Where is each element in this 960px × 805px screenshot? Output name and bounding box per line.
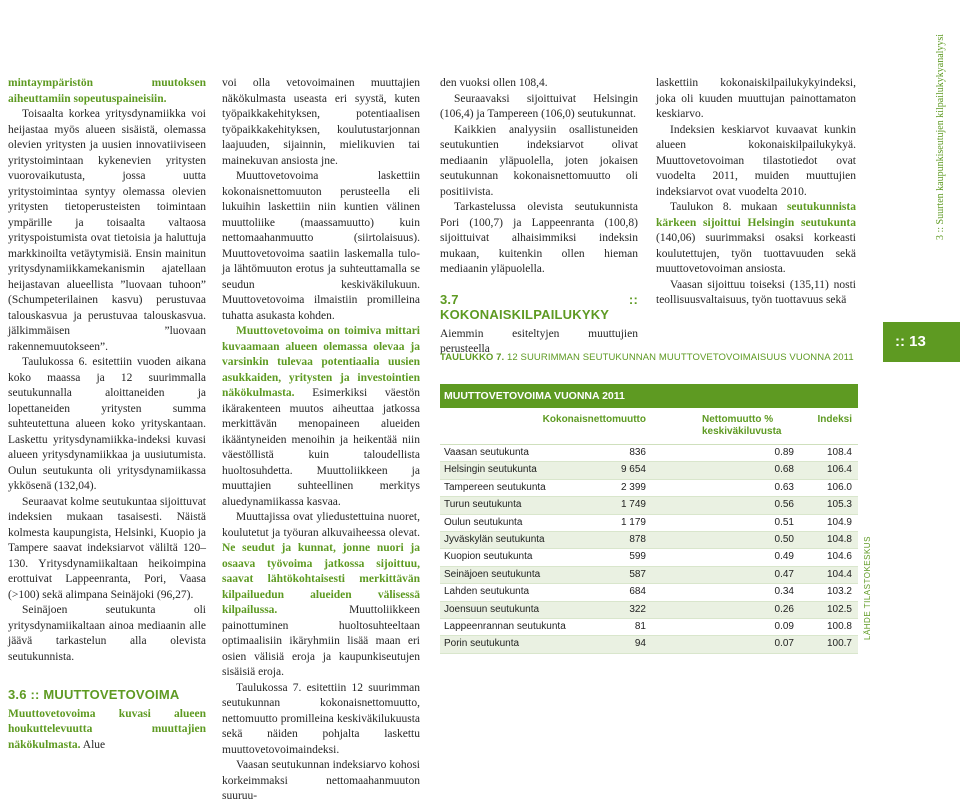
paragraph: Aiemmin esiteltyjen muuttujien perusteella (440, 327, 638, 355)
table-header: MUUTTOVETOVOIMA VUONNA 2011 (440, 384, 858, 408)
table-cell-value: 0.50 (774, 533, 794, 545)
column-header: Indeksi (817, 414, 852, 425)
paragraph-tail: (140,06) suurimmaksi osaksi korkeasti koulutettujen, työn tuottavuuden sekä muuttovetovoiman ansiosta. (656, 232, 856, 275)
table-cell-region: Lappeenrannan seutukunta (444, 620, 566, 632)
table-cell-region: Helsingin seutukunta (444, 464, 537, 476)
column-header: Nettomuutto % keskiväkiluvusta (702, 414, 782, 437)
table-cell-region: Seinäjoen seutukunta (444, 568, 541, 580)
section-heading: 3.6 :: MUUTTOVETOVOIMA (8, 687, 180, 702)
table-body (440, 445, 858, 654)
table-caption (440, 352, 854, 363)
paragraph: Taulukossa 6. esitettiin vuoden aikana koko maassa ja 12 suurimmalla seutukunnalla aloittaneiden ja lopettaneiden yritysten summa suhteutettuna alueen koko yrityskantaan. Laskettu yritysdynamiikka-indeksi kuvasi alueen yritysdynamiikkaa ja uusiutumista. Oulun seutukunta oli yritysdynamiikassa ykkösenä (132,04). (8, 356, 206, 492)
table-cell-value: 104.6 (826, 551, 852, 563)
table-cell-value: 103.2 (826, 586, 852, 598)
paragraph-head: Taulukon 8. mukaan (670, 201, 787, 213)
table-cell-value: 0.47 (774, 568, 794, 580)
table-row (440, 515, 858, 532)
running-head-text: 3 :: Suurten kaupunkiseutujen kilpailukykyanalyysi (935, 33, 946, 240)
table-cell-value: 0.51 (774, 516, 794, 528)
table-cell-value: 104.9 (826, 516, 852, 528)
table-row (440, 636, 858, 653)
table-cell-value: 100.8 (826, 620, 852, 632)
table-cell-value: 0.68 (774, 464, 794, 476)
emphasis-text: Muuttovetovoima kuvasi alueen houkuttelevuutta muuttajien näkökulmasta. (8, 707, 206, 751)
text-column-3 (440, 76, 638, 358)
table-cell-value: 684 (629, 586, 646, 598)
table-cell-value: 322 (629, 603, 646, 615)
table-cell-value: 104.4 (826, 568, 852, 580)
emphasis-text: Ne seudut ja kunnat, jonne nuori ja osaava työvoima jatkossa sijoittuu, saavat lähtökohtaisesti merkittävän kilpailuedun alueiden välisessä kilpailussa. (222, 542, 420, 616)
table-cell-value: 0.89 (774, 447, 794, 458)
table-cell-value: 1 179 (620, 516, 646, 528)
table-row (440, 497, 858, 514)
paragraph (656, 200, 856, 278)
paragraph: Seuraavaksi sijoittuivat Helsingin (106,4) ja Tampereen (106,0) seutukunnat. (440, 92, 638, 120)
paragraph (222, 510, 420, 681)
page-number: :: 13 (883, 322, 960, 362)
table-row (440, 567, 858, 584)
text-column-1 (8, 76, 206, 753)
source-label-text: LÄHDE TILASTOKESKUS (863, 536, 872, 640)
paragraph: Indeksien keskiarvot kuvaavat kunkin alueen kokonaiskilpailukykyä. Muuttovetovoiman tilastotiedot ovat vuodelta 2011, muiden muuttujien indeksiarvot ovat vuodelta 2010. (656, 123, 856, 198)
intro-bold-text: mintaympäristön muutoksen aiheuttamiin sopeutuspaineisiin. (8, 77, 206, 105)
table-cell-value: 81 (634, 620, 646, 632)
table-cell-value: 0.07 (774, 638, 794, 650)
text-column-4 (656, 76, 856, 309)
text-column-2 (222, 76, 420, 805)
table-caption-text: 12 SUURIMMAN SEUTUKUNNAN MUUTTOVETOVOIMAISUUS VUONNA 2011 (504, 352, 854, 363)
table-cell-value: 100.7 (826, 638, 852, 650)
table-cell-value: 102.5 (826, 603, 852, 615)
paragraph-tail: Esimerkiksi väestön ikärakenteen muutos aiheuttaa jatkossa merkittävän menopaineen alueiden ikääntyneiden menoihin ja heikentää niin väestöllistä kuin taloudellista huoltosuhdetta. Muuttoliikkeen ja muuttajien suhteellinen merkitys aluedynamiikassa kasvaa. (222, 387, 420, 508)
table-cell-value: 1 749 (620, 499, 646, 511)
table-cell-region: Tampereen seutukunta (444, 481, 546, 493)
table-row (440, 532, 858, 549)
table-row (440, 480, 858, 497)
paragraph (222, 324, 420, 510)
table-cell-value: 0.26 (774, 603, 794, 615)
table-cell-value: 878 (629, 533, 646, 545)
table-cell-value: 0.09 (774, 620, 794, 632)
paragraph: Tarkastelussa olevista seutukunnista Pori (100,7) ja Lappeenranta (100,8) sijoittuivat alhaisimmiksi indeksin mukaan, kuitenkin ollen hieman mediaanin yläpuolella. (440, 201, 638, 275)
paragraph: Vaasan sijoittuu toiseksi (135,11) nosti teollisuusvaltaisuus, työn tuottavuus sekä (656, 278, 856, 306)
emphasis-text: Muuttovetovoima on toimiva mittari kuvaamaan alueen olemassa olevaa ja varsinkin tulevaa potentiaalia uusien asukkaiden, yritysten ja investointien näkökulmasta. (222, 325, 420, 399)
table-cell-value: 2 399 (620, 481, 646, 493)
table-caption-label: TAULUKKO 7. (440, 352, 505, 363)
paragraph: Seuraavat kolme seutukuntaa sijoittuvat indeksien mukaan tasaisesti. Näistä kolmesta kaupungista, Helsinki, Kuopio ja Tampere saavat indeksiarvot väliltä 120–130. Yritysdynamiikaltaan heikoimpina erottuivat Lappeenranta, Pori, Vaasa (>100) sekä alimpana Seinäjoki (96,27). (8, 495, 206, 601)
paragraph (8, 707, 206, 754)
section-heading: 3.7 :: KOKONAISKILPAILUKYKY (440, 291, 638, 322)
paragraph-head: Muuttajissa ovat yliedustettuina nuoret, koulutetut ja työuran alkuvaiheessa olevat. (222, 511, 420, 539)
paragraph: Seinäjoen seutukunta oli yritysdynamiikaltaan ainoa mediaanin alle jäävä tarkastelun alla olevista seutukunnista. (8, 604, 206, 663)
paragraph: Muuttovetovoima laskettiin kokonaisnettomuuton perusteella eli lukuihin laskettiin niin kuntien välinen muuttoliike (maassamuutto) kuin nettomaahanmuutto (siirtolaisuus). Muuttovetovoima saatiin laskemalla tulo- ja lähtömuuton erotus ja suhteuttamalla se seudun keskiväkilukuun. Muuttovetovoima ilmaistiin promilleina tuhatta asukasta kohden. (222, 170, 420, 322)
table-column-headers (440, 408, 858, 445)
paragraph: voi olla vetovoimainen muuttajien näkökulmasta useasta eri syystä, kuten työpaikkakehityksen, potentiaalisen työpaikkakehityksen, koulutustarjonnan laajuuden, sijainnin, mielikuvien tai mainekuvan ansiosta jne. (222, 77, 420, 167)
table-cell-region: Lahden seutukunta (444, 586, 530, 598)
table-cell-value: 0.49 (774, 551, 794, 563)
table-row (440, 602, 858, 619)
table-cell-value: 105.3 (826, 499, 852, 511)
table-cell-value: 0.63 (774, 481, 794, 493)
table-row (440, 584, 858, 601)
paragraph: laskettiin kokonaiskilpailukykyindeksi, joka oli kuuden muuttujan painottamaton keskiarvo. (656, 77, 856, 120)
table-cell-value: 0.34 (774, 586, 794, 598)
table-cell-value: 106.0 (826, 481, 852, 493)
table-cell-value: 9 654 (620, 464, 646, 476)
table-cell-value: 0.56 (774, 499, 794, 511)
table-cell-value: 104.8 (826, 533, 852, 545)
paragraph: Toisaalta korkea yritysdynamiikka voi heijastaa myös alueen sisäistä, olemassa olevien yritysten ja uusien innovatiiviseen yritystoimintaan kykenevien yritysten vuorovaikutusta, jossa uutta yritystoimintaa syntyy olemassa olevien yritysten tietoperusteisten toimintaan ympärille ja toisaalta valtaosa yrityspoistumista ovat tietoisia ja haluttuja markkinoilta vetäytymisiä. Ensin mainitun yritysdynamiikkamekanismin ajatellaan heijastavan alueellista ”luovaan tuhoon” (Schumpeterilainen kasvu) perustuvaa talouskasvua ja perustuvaa talouskasvua. jälkimmäisen ”luovaan rakennemuutokseen”. (8, 108, 206, 353)
running-head (932, 10, 952, 240)
table-row (440, 549, 858, 566)
table-cell-value: 108.4 (826, 447, 852, 458)
table-cell-region: Joensuun seutukunta (444, 603, 540, 615)
table-cell-region: Porin seutukunta (444, 638, 520, 650)
table-cell-value: 599 (629, 551, 646, 563)
table-cell-value: 94 (634, 638, 646, 650)
table-cell-value: 106.4 (826, 464, 852, 476)
source-label (860, 536, 874, 640)
table-cell-region: Oulun seutukunta (444, 516, 523, 528)
paragraph: Taulukossa 7. esitettiin 12 suurimman seutukunnan kokonaisnettomuutto, nettomuutto promilleina keskiväkilukuusta sekä näiden pohjalta laskettu muuttovetovoimaindeksi. (222, 681, 420, 756)
table-cell-region: Jyväskylän seutukunta (444, 533, 545, 545)
table-cell-region: Turun seutukunta (444, 499, 522, 511)
table-cell-region: Vaasan seutukunta (444, 447, 529, 458)
table-row (440, 619, 858, 636)
table-cell-region: Kuopion seutukunta (444, 551, 533, 563)
paragraph: Vaasan seutukunnan indeksiarvo kohosi korkeimmaksi nettomaahanmuuton suuruu- (222, 759, 420, 802)
table-cell-value: 587 (629, 568, 646, 580)
data-table (440, 384, 858, 654)
paragraph-tail: Muuttoliikkeen painottuminen huoltosuhteeltaan optimaalisiin ikäryhmiin lisää maan eri osien välisiä eroja ja kaupunkiseutujen sisäisiä eroja. (222, 604, 420, 678)
paragraph-tail: Alue (80, 738, 106, 751)
table-row (440, 462, 858, 479)
table-row (440, 445, 858, 462)
paragraph: Kaikkien analyysiin osallistuneiden seutukuntien indeksiarvot olivat mediaanin yläpuolella, joten jokaisen seutukunnan kokonaisnettomuutto oli positiivista. (440, 123, 638, 198)
paragraph: den vuoksi ollen 108,4. (440, 77, 548, 89)
column-header: Kokonaisnettomuutto (542, 414, 646, 425)
table-cell-value: 836 (629, 447, 646, 458)
emphasis-text: seutukunnista kärkeen sijoittui Helsingin seutukunta (656, 201, 856, 229)
